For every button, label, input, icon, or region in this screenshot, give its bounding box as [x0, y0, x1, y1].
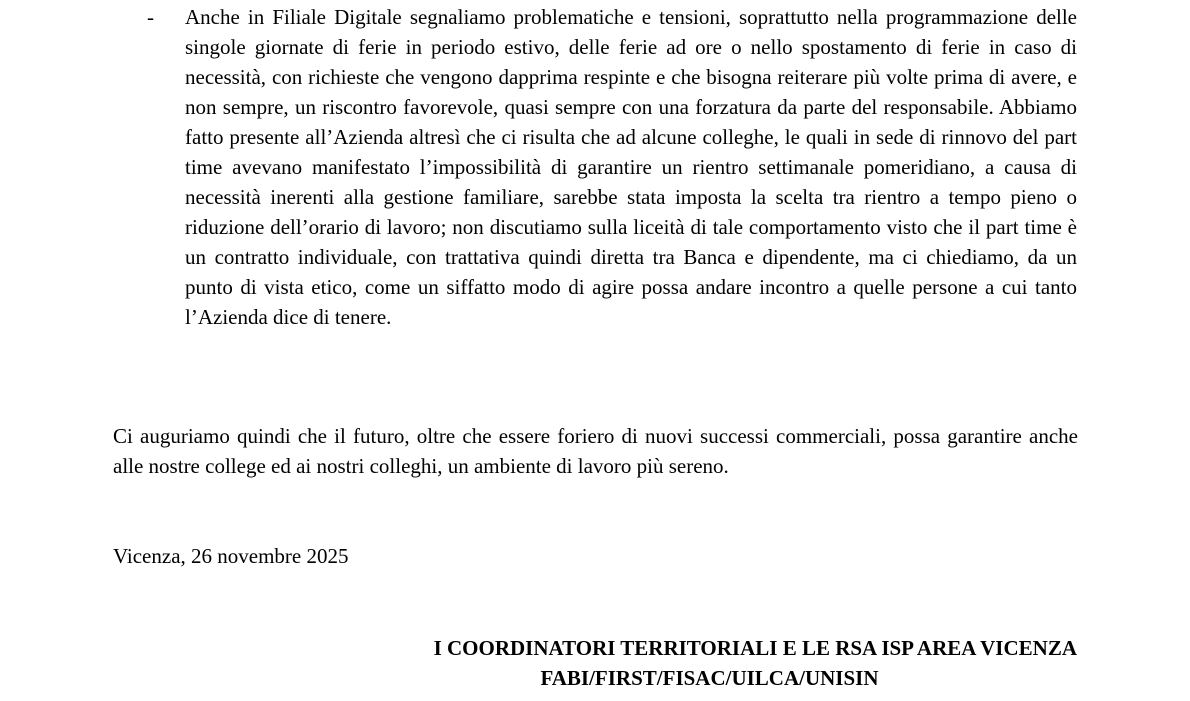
signature-line-1: I COORDINATORI TERRITORIALI E LE RSA ISP AREA VICENZA [433, 636, 1077, 660]
closing-paragraph: Ci auguriamo quindi che il futuro, oltre che essere foriero di nuovi successi commerciali, possa garantire anche alle nostre college ed ai nostri colleghi, un ambiente di lavoro più sereno. [113, 424, 1078, 478]
place-date-line: Vicenza, 26 novembre 2025 [113, 544, 349, 568]
signature-block [300, 633, 1077, 693]
signature-line-2: FABI/FIRST/FISAC/UILCA/UNISIN [540, 666, 879, 690]
bullet-paragraph: Anche in Filiale Digitale segnaliamo problematiche e tensioni, soprattutto nella programmazione delle singole giornate di ferie in periodo estivo, delle ferie ad ore o nello spostamento di ferie in caso di necessità, con richieste che vengono dapprima respinte e che bisogna reiterare più volte prima di avere, e non sempre, un riscontro favorevole, quasi sempre con una forzatura da parte del responsabile. Abbiamo fatto presente all’Azienda altresì che ci risulta che ad alcune colleghe, le quali in sede di rinnovo del part time avevano manifestato l’impossibilità di garantire un rientro settimanale pomeridiano, a causa di necessità inerenti alla gestione familiare, sarebbe stata imposta la scelta tra rientro a tempo pieno o riduzione dell’orario di lavoro; non discutiamo sulla liceità di tale comportamento visto che il part time è un contratto individuale, con trattativa quindi diretta tra Banca e dipendente, ma ci chiediamo, da un punto di vista etico, come un siffatto modo di agire possa andare incontro a quelle persone a cui tanto l’Azienda dice di tenere. [185, 5, 1077, 329]
bullet-marker: - [147, 5, 154, 29]
